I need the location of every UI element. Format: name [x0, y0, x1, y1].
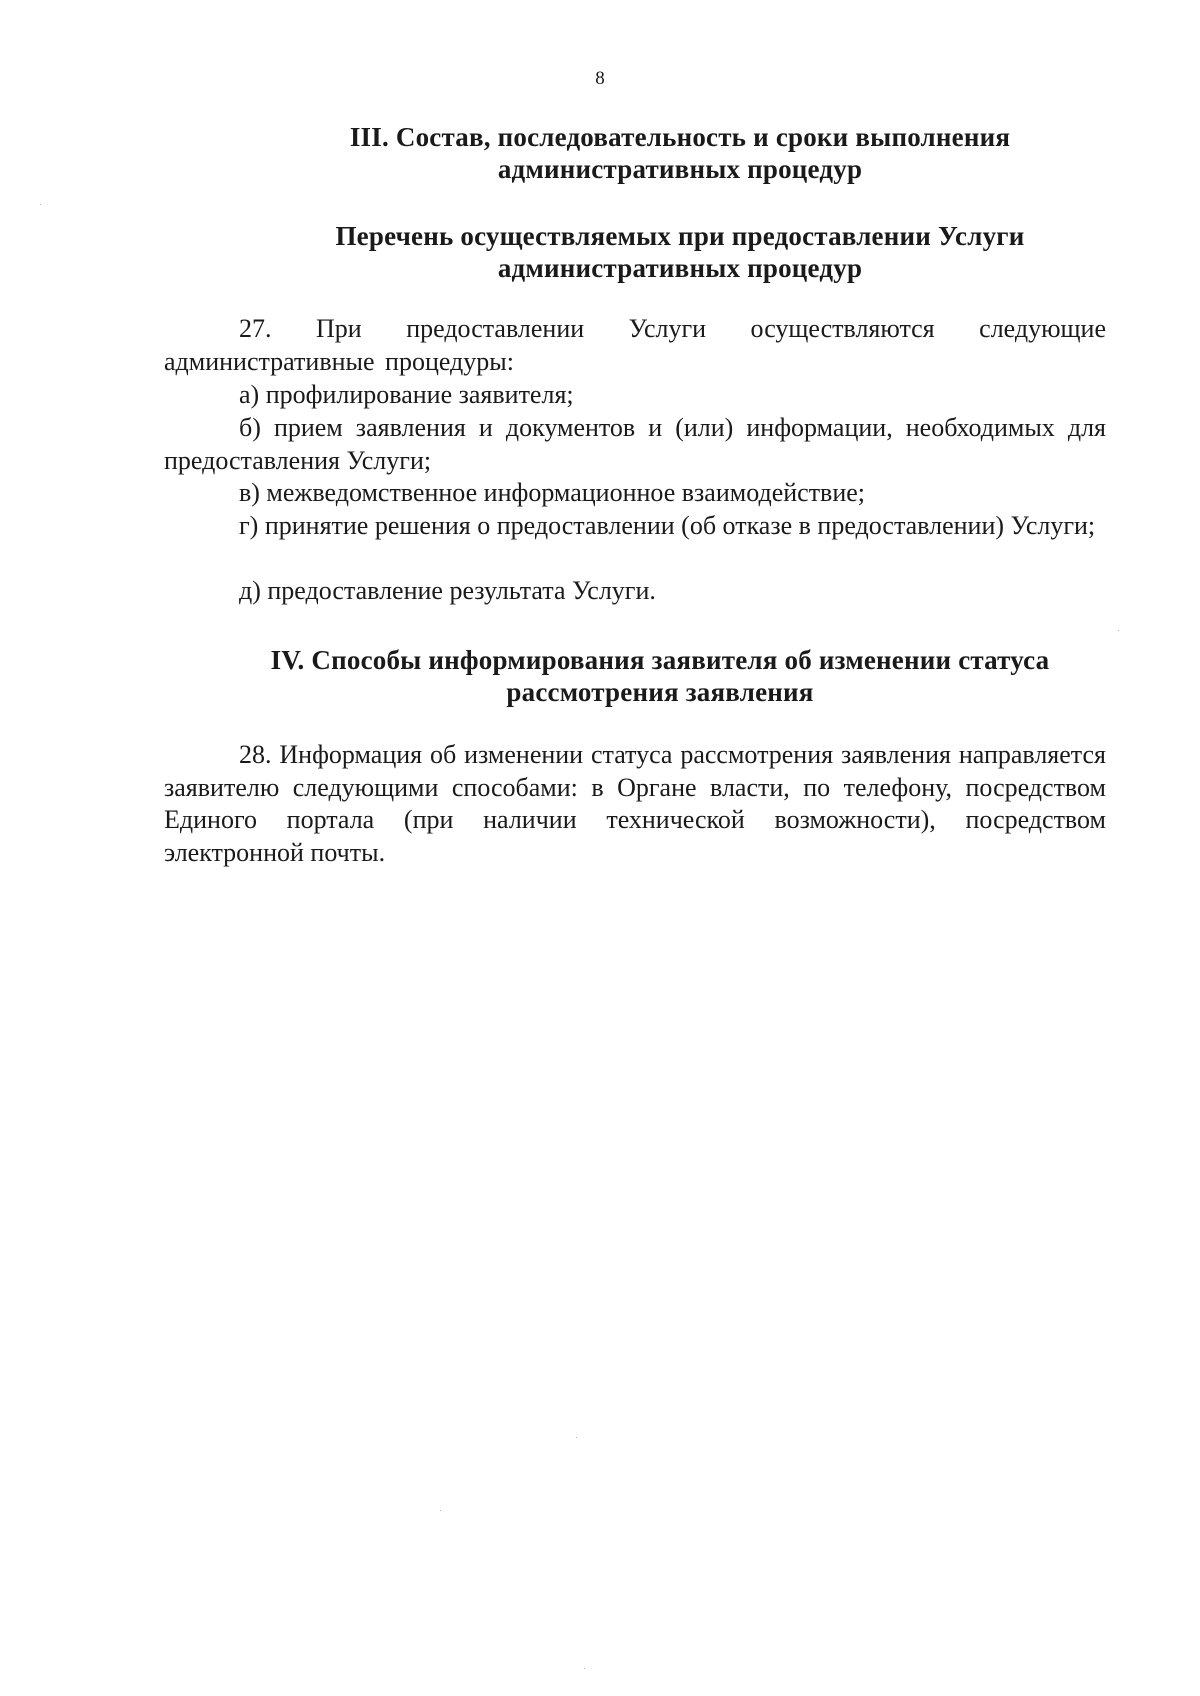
section-3-heading-line1: III. Состав, последовательность и сроки выполнения [349, 122, 1011, 152]
section-3-heading [300, 121, 1060, 185]
page-number: 8 [595, 68, 605, 89]
section-4-heading-line1: IV. Способы информирования заявителя об изменении статуса [270, 645, 1050, 675]
section-4-heading [240, 644, 1080, 708]
procedures-list-heading [300, 220, 1060, 284]
procedures-list-heading-line2: административных процедур [497, 253, 863, 283]
paragraph-28: 28. Информация об изменении статуса рассмотрения заявления направляется заявителю следующими способами: в Органе власти, по телефону, посредством Единого портала (при наличии технической возможности), посредством электронной почты. [164, 740, 1106, 867]
scan-speck [40, 204, 41, 205]
paragraph-27-item-a: а) профилирование заявителя; [239, 380, 574, 409]
paragraph-27-item-d: д) предоставление результата Услуги. [239, 576, 656, 605]
section-4-heading-line2: рассмотрения заявления [506, 677, 814, 707]
paragraph-27-intro: 27. При предоставлении Услуги осуществляются следующие административные процедуры: [164, 314, 1106, 376]
scan-speck [584, 1668, 585, 1669]
scan-speck [440, 1510, 441, 1511]
procedures-list-heading-line1: Перечень осуществляемых при предоставлении Услуги [335, 221, 1025, 251]
paragraph-27-item-v: в) межведомственное информационное взаимодействие; [239, 478, 866, 507]
paragraph-27-item-b: б) прием заявления и документов и (или) информации, необходимых для предоставления Услуги; [164, 413, 1106, 475]
section-3-heading-line2: административных процедур [497, 154, 863, 184]
scan-speck [1118, 630, 1119, 631]
paragraph-27-item-g: г) принятие решения о предоставлении (об отказе в предоставлении) Услуги; [239, 511, 1096, 540]
scan-speck [576, 1437, 577, 1438]
